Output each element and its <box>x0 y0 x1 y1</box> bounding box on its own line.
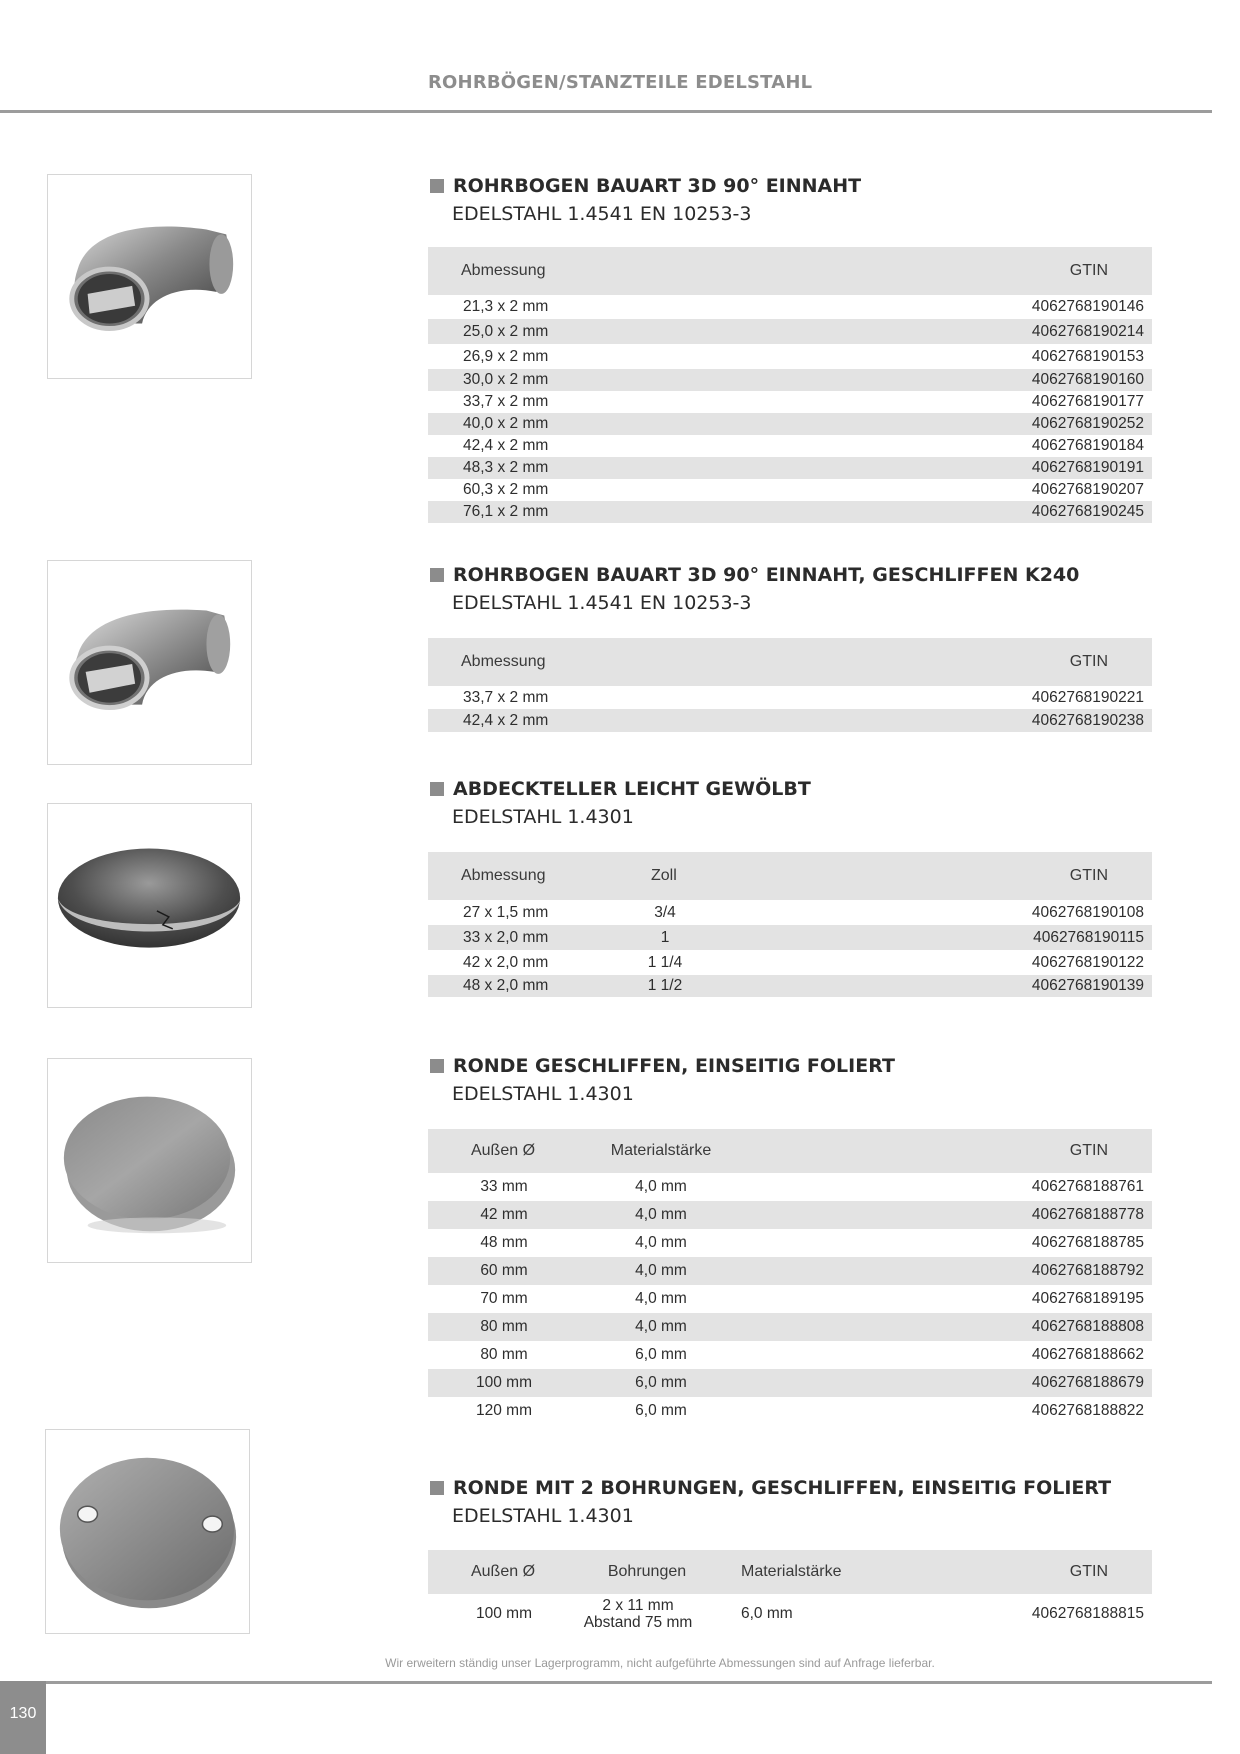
table-cell: 76,1 x 2 mm <box>463 503 549 520</box>
product-table <box>428 852 1152 997</box>
table-cell: 4062768188761 <box>1031 1178 1144 1195</box>
table-cell: 3/4 <box>654 903 676 921</box>
bullet-square <box>430 568 444 582</box>
table-cell: 4062768188822 <box>1031 1402 1144 1419</box>
table-cell: 4062768188785 <box>1031 1234 1144 1251</box>
section-title: ROHRBOGEN BAUART 3D 90° EINNAHT, GESCHLIFFEN K240 <box>430 564 1079 586</box>
section-subtitle: EDELSTAHL 1.4541 EN 10253-3 <box>452 203 752 225</box>
table-header <box>428 1550 1152 1594</box>
domed-cap-icon <box>47 803 252 1008</box>
table-cell: 33 x 2,0 mm <box>463 928 549 946</box>
pipe-elbow-icon <box>47 174 252 379</box>
table-cell: 4062768188679 <box>1031 1374 1144 1391</box>
table-row <box>428 1257 1152 1285</box>
table-cell: 42 mm <box>480 1206 528 1223</box>
footer-divider <box>46 1681 1212 1684</box>
section-subtitle: EDELSTAHL 1.4301 <box>452 806 634 828</box>
header-divider <box>0 110 1212 113</box>
bullet-square <box>430 1481 444 1495</box>
disc-with-holes-icon <box>45 1429 250 1634</box>
page-title: ROHRBÖGEN/STANZTEILE EDELSTAHL <box>428 72 813 93</box>
table-row <box>428 369 1152 391</box>
table-cell: 80 mm <box>480 1346 528 1363</box>
table-cell: 25,0 x 2 mm <box>463 322 549 340</box>
table-row <box>428 686 1152 709</box>
table-row <box>428 950 1152 975</box>
product-table <box>428 1550 1152 1634</box>
table-row <box>428 295 1152 319</box>
table-cell: 21,3 x 2 mm <box>463 298 549 315</box>
table-cell: 2 x 11 mm <box>602 1597 674 1614</box>
table-cell: 4062768188815 <box>1031 1605 1144 1622</box>
table-cell: 4062768190207 <box>1031 481 1144 498</box>
table-header <box>428 247 1152 295</box>
bullet-square <box>430 179 444 193</box>
table-cell: 4062768190122 <box>1031 953 1144 971</box>
table-cell: 42,4 x 2 mm <box>463 711 549 729</box>
table-cell: 1 1/2 <box>647 977 683 994</box>
footer-note: Wir erweitern ständig unser Lagerprogramm, nicht aufgeführte Abmessungen sind auf Anfrage lieferbar. <box>385 1656 935 1670</box>
page-header <box>0 0 1240 114</box>
table-cell: 4062768188808 <box>1031 1318 1144 1335</box>
table-cell: 100 mm <box>476 1374 532 1391</box>
table-cell: 4062768190191 <box>1031 459 1144 476</box>
column-header: Zoll <box>651 867 677 884</box>
section-title: RONDE GESCHLIFFEN, EINSEITIG FOLIERT <box>430 1055 895 1077</box>
table-header <box>428 1129 1152 1173</box>
section-title: ROHRBOGEN BAUART 3D 90° EINNAHT <box>430 175 861 197</box>
bullet-square <box>430 1059 444 1073</box>
table-cell: 4062768188662 <box>1031 1346 1144 1363</box>
table-cell: 4062768190245 <box>1031 503 1144 520</box>
table-cell: 48,3 x 2 mm <box>463 459 549 476</box>
table-cell: 1 <box>660 928 670 946</box>
table-cell: 26,9 x 2 mm <box>463 347 549 365</box>
column-header: Abmessung <box>461 867 546 884</box>
section-subtitle: EDELSTAHL 1.4301 <box>452 1505 634 1527</box>
table-row <box>428 1594 1152 1634</box>
table-cell: Abstand 75 mm <box>583 1613 693 1631</box>
table-row <box>428 479 1152 501</box>
section-subtitle: EDELSTAHL 1.4301 <box>452 1083 634 1105</box>
table-cell: 27 x 1,5 mm <box>463 903 549 921</box>
table-row <box>428 435 1152 457</box>
column-header: GTIN <box>1069 867 1108 884</box>
table-row <box>428 925 1152 950</box>
product-table <box>428 247 1152 523</box>
table-row <box>428 1285 1152 1313</box>
section-title: ABDECKTELLER LEICHT GEWÖLBT <box>430 778 811 800</box>
table-cell: 4062768190146 <box>1031 298 1144 315</box>
table-cell: 4062768190221 <box>1031 688 1144 706</box>
section-title: RONDE MIT 2 BOHRUNGEN, GESCHLIFFEN, EINSEITIG FOLIERT <box>430 1477 1111 1499</box>
table-cell: 4062768188778 <box>1031 1206 1144 1223</box>
table-cell: 4,0 mm <box>635 1290 687 1307</box>
table-cell: 70 mm <box>480 1290 528 1307</box>
table-cell: 60,3 x 2 mm <box>463 481 549 498</box>
column-header: GTIN <box>1069 262 1108 279</box>
table-header <box>428 638 1152 686</box>
column-header: Abmessung <box>461 653 546 670</box>
table-cell: 4062768190252 <box>1031 415 1144 432</box>
table-row <box>428 1369 1152 1397</box>
product-table <box>428 638 1152 732</box>
table-cell: 4,0 mm <box>635 1178 687 1195</box>
table-cell: 33,7 x 2 mm <box>463 393 549 410</box>
column-header: GTIN <box>1069 653 1108 670</box>
table-cell: 100 mm <box>476 1605 532 1622</box>
table-row <box>428 1229 1152 1257</box>
column-header: Materialstärke <box>741 1563 842 1580</box>
table-cell: 4062768188792 <box>1031 1262 1144 1279</box>
column-header: Außen Ø <box>470 1142 536 1159</box>
column-header: Abmessung <box>461 262 546 279</box>
table-cell: 6,0 mm <box>635 1402 687 1419</box>
column-header: GTIN <box>1069 1142 1108 1159</box>
column-header: Bohrungen <box>607 1563 687 1580</box>
table-cell: 33 mm <box>480 1178 528 1195</box>
table-cell: 4,0 mm <box>635 1234 687 1251</box>
table-cell: 48 mm <box>480 1234 528 1251</box>
table-cell: 4062768190238 <box>1031 711 1144 729</box>
bullet-square <box>430 782 444 796</box>
column-header: GTIN <box>1069 1563 1108 1580</box>
table-cell: 42 x 2,0 mm <box>463 953 549 971</box>
table-cell: 4,0 mm <box>635 1318 687 1335</box>
table-header <box>428 852 1152 900</box>
table-cell: 120 mm <box>476 1402 532 1419</box>
table-row <box>428 1201 1152 1229</box>
table-cell: 4062768190160 <box>1031 371 1144 388</box>
table-cell: 40,0 x 2 mm <box>463 415 549 432</box>
table-cell: 4062768190108 <box>1031 903 1144 921</box>
table-row <box>428 319 1152 344</box>
table-row <box>428 1173 1152 1201</box>
table-cell: 4062768189195 <box>1031 1290 1144 1307</box>
table-cell: 4062768190184 <box>1031 437 1144 454</box>
table-cell: 30,0 x 2 mm <box>463 371 549 388</box>
table-cell: 80 mm <box>480 1318 528 1335</box>
table-row <box>428 975 1152 997</box>
table-row <box>428 344 1152 369</box>
table-cell: 60 mm <box>480 1262 528 1279</box>
table-cell: 1 1/4 <box>647 953 683 971</box>
table-cell: 4062768190153 <box>1031 347 1144 365</box>
table-row <box>428 457 1152 479</box>
table-cell: 6,0 mm <box>741 1605 793 1622</box>
page-number: 130 <box>9 1705 37 1722</box>
round-disc-icon <box>47 1058 252 1263</box>
table-cell: 48 x 2,0 mm <box>463 977 549 994</box>
column-header: Materialstärke <box>610 1142 712 1159</box>
table-row <box>428 900 1152 925</box>
table-cell: 33,7 x 2 mm <box>463 688 549 706</box>
table-row <box>428 391 1152 413</box>
product-table <box>428 1129 1152 1425</box>
table-cell: 4,0 mm <box>635 1206 687 1223</box>
section-subtitle: EDELSTAHL 1.4541 EN 10253-3 <box>452 592 752 614</box>
table-cell: 4062768190115 <box>1033 928 1144 946</box>
table-cell: 4062768190214 <box>1031 322 1144 340</box>
table-row <box>428 501 1152 523</box>
table-row <box>428 709 1152 732</box>
pipe-elbow-polished-icon <box>47 560 252 765</box>
table-cell: 6,0 mm <box>635 1374 687 1391</box>
table-cell: 4062768190139 <box>1031 977 1144 994</box>
table-row <box>428 413 1152 435</box>
table-cell: 4062768190177 <box>1031 393 1144 410</box>
table-row <box>428 1341 1152 1369</box>
table-cell: 42,4 x 2 mm <box>463 437 549 454</box>
table-row <box>428 1397 1152 1425</box>
table-row <box>428 1313 1152 1341</box>
table-cell: 4,0 mm <box>635 1262 687 1279</box>
table-cell: 6,0 mm <box>635 1346 687 1363</box>
column-header: Außen Ø <box>470 1563 536 1580</box>
